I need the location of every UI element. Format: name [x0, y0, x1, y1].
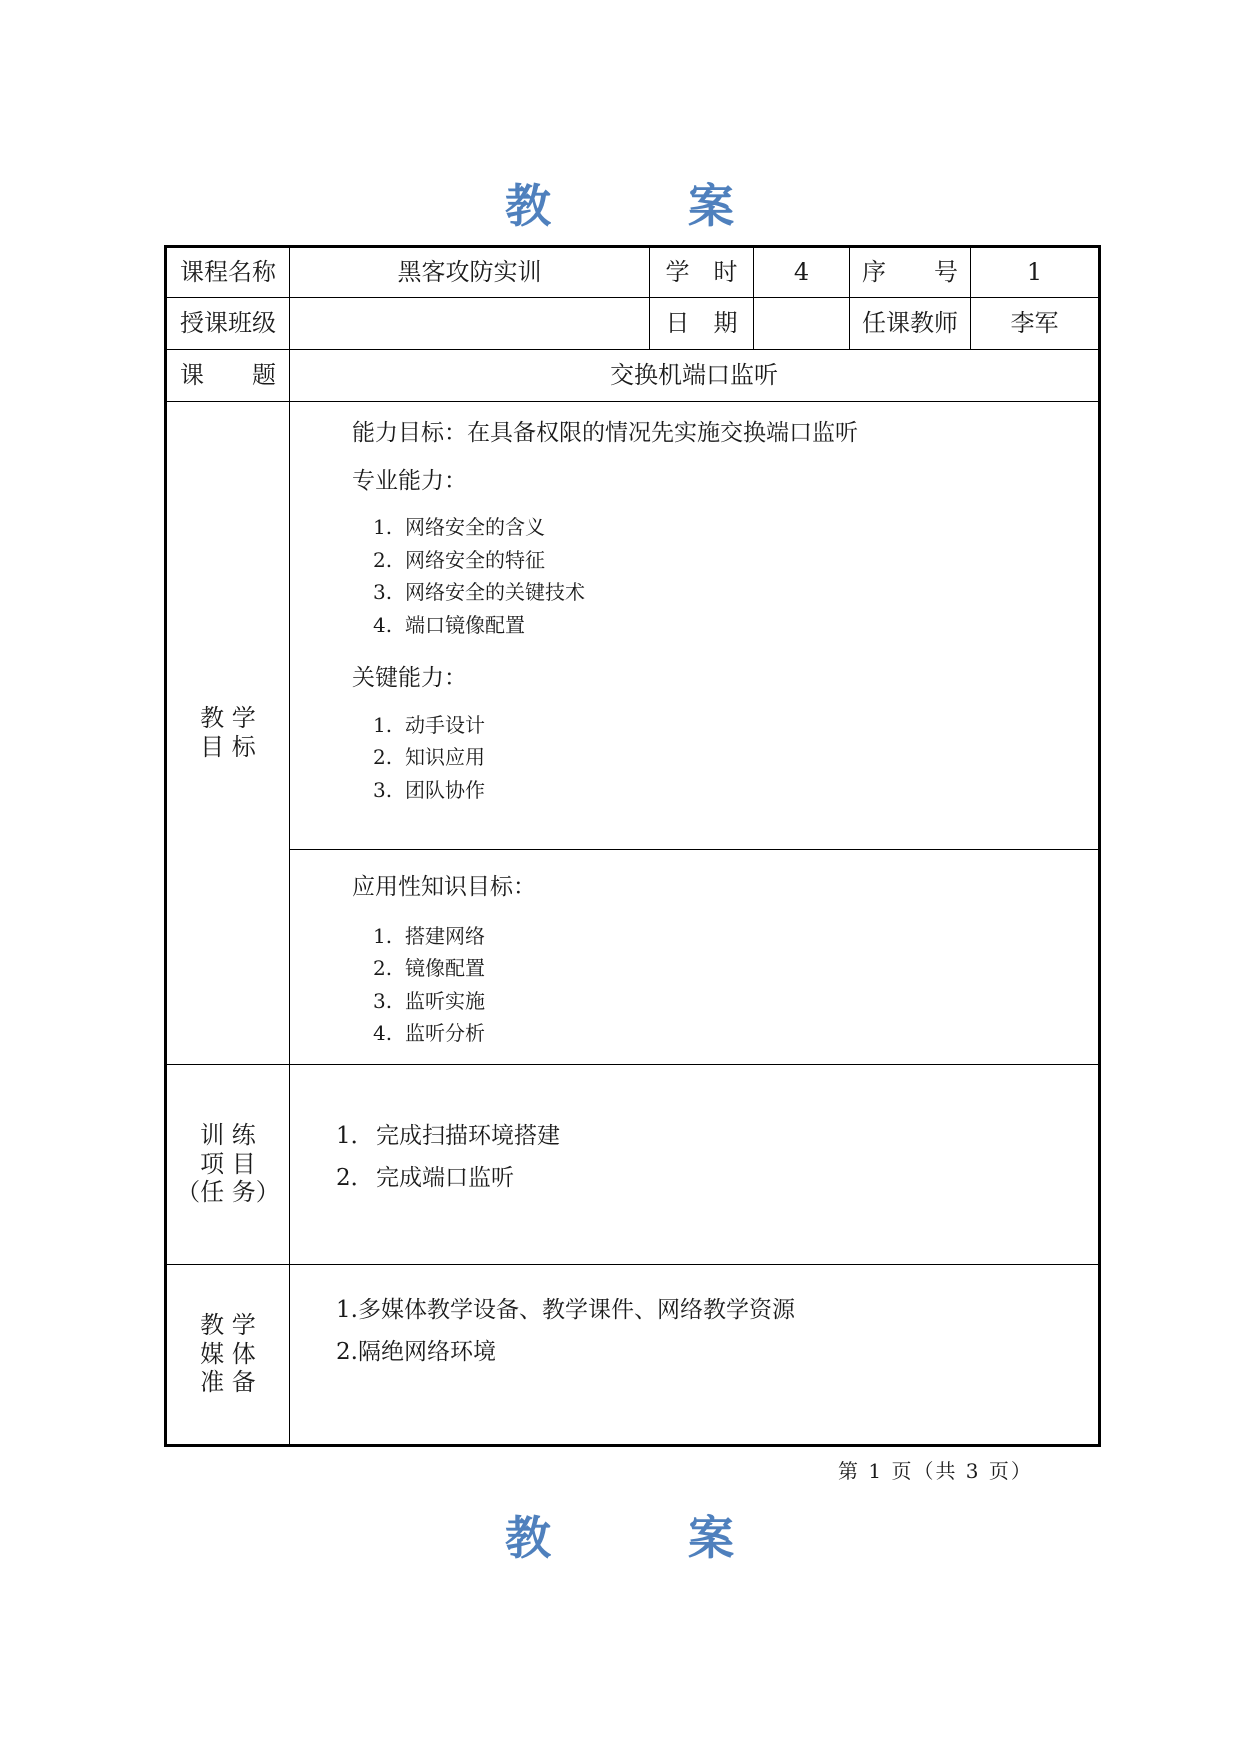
- row-topic: [166, 350, 1100, 402]
- ability-cell: [290, 402, 1100, 850]
- seq-label: 序 号: [850, 247, 971, 298]
- training-cell: [290, 1064, 1100, 1264]
- title-char-2: 案: [688, 179, 736, 233]
- teacher-value: 李军: [971, 298, 1100, 350]
- date-value: [754, 298, 850, 350]
- row-objectives-ability: [166, 402, 1100, 850]
- hours-label: 学 时: [650, 247, 754, 298]
- class-label: 授课班级: [166, 298, 290, 350]
- key-list: [352, 709, 1098, 807]
- list-item: 1. 搭建网络: [373, 923, 485, 948]
- date-label: 日 期: [650, 298, 754, 350]
- document-title: [0, 170, 1241, 236]
- training-label-line2: 项 目: [200, 1149, 256, 1178]
- topic-value: 交换机端口监听: [290, 350, 1100, 402]
- list-item: 2. 镜像配置: [373, 956, 485, 981]
- media-label: [166, 1264, 290, 1445]
- objectives-label-line2: 目 标: [200, 732, 256, 761]
- class-value: [290, 298, 650, 350]
- document-title-next-page: [0, 1502, 1241, 1568]
- row-training: [166, 1064, 1100, 1264]
- training-label-line1: 训 练: [200, 1120, 256, 1149]
- objectives-label: [166, 402, 290, 1065]
- hours-value: 4: [754, 247, 850, 298]
- lesson-plan-table: [164, 245, 1101, 1447]
- training-label-line3: （任 务）: [176, 1178, 280, 1207]
- course-name-label: 课程名称: [166, 247, 290, 298]
- training-list: [290, 1115, 1098, 1199]
- media-label-line3: 准 备: [200, 1368, 256, 1397]
- list-item: 1. 网络安全的含义: [373, 515, 545, 540]
- seq-value: 1: [971, 247, 1100, 298]
- row-objectives-knowledge: [166, 850, 1100, 1065]
- professional-heading: 专业能力：: [352, 467, 467, 494]
- topic-label: 课 题: [166, 350, 290, 402]
- list-item: 3. 团队协作: [373, 777, 485, 802]
- professional-list: [352, 511, 1098, 641]
- list-item: 1． 完成扫描环境搭建: [336, 1122, 560, 1149]
- title-char-1: 教: [505, 1511, 553, 1565]
- knowledge-cell: [290, 850, 1100, 1065]
- list-item: 3. 监听实施: [373, 988, 485, 1013]
- training-label: [166, 1064, 290, 1264]
- ability-goal: 能力目标：在具备权限的情况先实施交换端口监听: [352, 420, 858, 446]
- list-item: 2． 完成端口监听: [336, 1164, 514, 1191]
- media-list: [290, 1289, 1098, 1373]
- row-class: [166, 298, 1100, 350]
- page-number: 第 1 页（共 3 页）: [838, 1459, 1033, 1483]
- row-media: [166, 1264, 1100, 1445]
- teacher-label: 任课教师: [850, 298, 971, 350]
- row-course: [166, 247, 1100, 298]
- knowledge-heading: 应用性知识目标：: [352, 874, 536, 900]
- knowledge-list: [352, 920, 1098, 1050]
- list-item: 4. 监听分析: [373, 1021, 485, 1046]
- media-label-line2: 媒 体: [200, 1339, 256, 1368]
- list-item: 1.多媒体教学设备、教学课件、网络教学资源: [336, 1296, 795, 1323]
- list-item: 4. 端口镜像配置: [373, 612, 525, 637]
- list-item: 2. 网络安全的特征: [373, 547, 545, 572]
- course-name-value: 黑客攻防实训: [290, 247, 650, 298]
- list-item: 1. 动手设计: [373, 712, 485, 737]
- list-item: 2.隔绝网络环境: [336, 1338, 496, 1365]
- list-item: 2. 知识应用: [373, 745, 485, 770]
- list-item: 3. 网络安全的关键技术: [373, 580, 585, 605]
- title-char-2: 案: [688, 1511, 736, 1565]
- objectives-label-line1: 教 学: [200, 704, 256, 732]
- media-cell: [290, 1264, 1100, 1445]
- media-label-line1: 教 学: [200, 1310, 256, 1339]
- title-char-1: 教: [505, 179, 553, 233]
- key-heading: 关键能力：: [352, 665, 467, 692]
